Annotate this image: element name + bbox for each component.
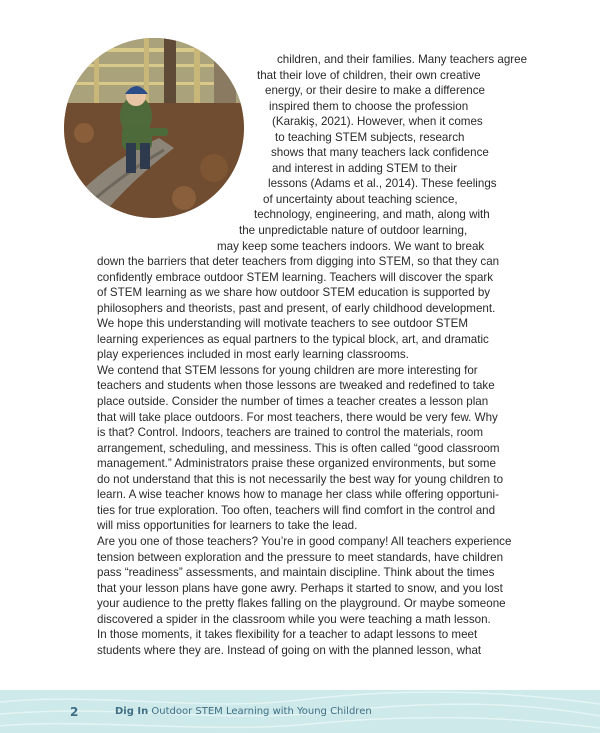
text-line: arrangement, scheduling, and messiness. This is often called “good classroom xyxy=(97,441,500,455)
text-line: is that? Control. Indoors, teachers are trained to control the materials, room xyxy=(97,426,484,440)
text-line: down the barriers that deter teachers from digging into STEM, so that they can xyxy=(97,255,500,269)
text-line: shows that many teachers lack confidence xyxy=(271,146,489,160)
text-line: lessons (Adams et al., 2014). These feelings xyxy=(268,177,497,191)
text-line: learn. A wise teacher knows how to manage her class while offering opportuni- xyxy=(97,488,499,502)
text-line: will miss opportunities for learners to take the lead. xyxy=(97,519,358,533)
text-line: children, and their families. Many teachers agree xyxy=(277,53,528,66)
page-number: 2 xyxy=(70,705,79,719)
text-line: place outside. Consider the number of times a teacher creates a lesson plan xyxy=(97,395,489,409)
book-title: Outdoor STEM Learning with Young Children xyxy=(151,706,372,717)
text-line: of uncertainty about teaching science, xyxy=(263,192,458,206)
text-line: ties for true exploration. Too often, teachers will find comfort in the control and xyxy=(97,503,496,517)
text-line: energy, or their desire to make a difference xyxy=(265,84,485,98)
text-line: may keep some teachers indoors. We want to break xyxy=(217,239,485,253)
text-line: discovered a spider in the classroom while you were teaching a math lesson. xyxy=(97,612,491,626)
text-line: students where they are. Instead of going on with the planned lesson, what xyxy=(97,643,482,657)
text-line: confidently embrace outdoor STEM learning. Teachers will discover the spark xyxy=(97,270,494,284)
text-line: and interest in adding STEM to their xyxy=(272,161,457,175)
text-line: pass “readiness” assessments, and maintain discipline. Think about the times xyxy=(97,566,495,580)
article-body xyxy=(97,52,528,658)
text-line: inspired them to choose the profession xyxy=(269,99,469,113)
text-line: play experiences included in most early learning classrooms. xyxy=(97,348,409,362)
text-line: Are you one of those teachers? You’re in good company! All teachers experience xyxy=(97,534,512,548)
text-line: We contend that STEM lessons for young children are more interesting for xyxy=(97,363,478,377)
text-line: We hope this understanding will motivate teachers to see outdoor STEM xyxy=(97,317,468,331)
text-line: (Karakiş, 2021). However, when it comes xyxy=(272,115,483,129)
text-line: learning experiences as equal partners to the typical block, art, and dramatic xyxy=(97,332,489,346)
text-line: that will take place outdoors. For most teachers, there would be very few. Why xyxy=(97,410,498,424)
text-line: technology, engineering, and math, along with xyxy=(254,208,490,222)
text-line: the unpredictable nature of outdoor learning, xyxy=(239,224,468,238)
text-line: that their love of children, their own creative xyxy=(257,68,481,82)
text-line: philosophers and theorists, past and present, of early childhood development. xyxy=(97,301,496,315)
text-line: your audience to the pretty flakes falling on the playground. Or maybe someone xyxy=(97,597,506,611)
text-line: that your lesson plans have gone awry. Perhaps it started to snow, and you lost xyxy=(97,581,503,595)
text-line: do not understand that this is not necessarily the best way for young children to xyxy=(97,472,504,486)
text-line: In those moments, it takes flexibility for a teacher to adapt lessons to meet xyxy=(97,628,478,642)
running-title xyxy=(115,706,372,717)
text-line: to teaching STEM subjects, research xyxy=(275,130,465,144)
text-line: management.” Administrators praise these organized environments, but some xyxy=(97,457,496,471)
text-line: teachers and students when those lessons are tweaked and redefined to take xyxy=(97,379,495,393)
page-footer xyxy=(0,690,600,733)
series-name: Dig In xyxy=(115,706,149,717)
text-line: of STEM learning as we share how outdoor STEM education is supported by xyxy=(97,286,491,300)
text-line: tension between exploration and the pressure to meet standards, have children xyxy=(97,550,504,564)
